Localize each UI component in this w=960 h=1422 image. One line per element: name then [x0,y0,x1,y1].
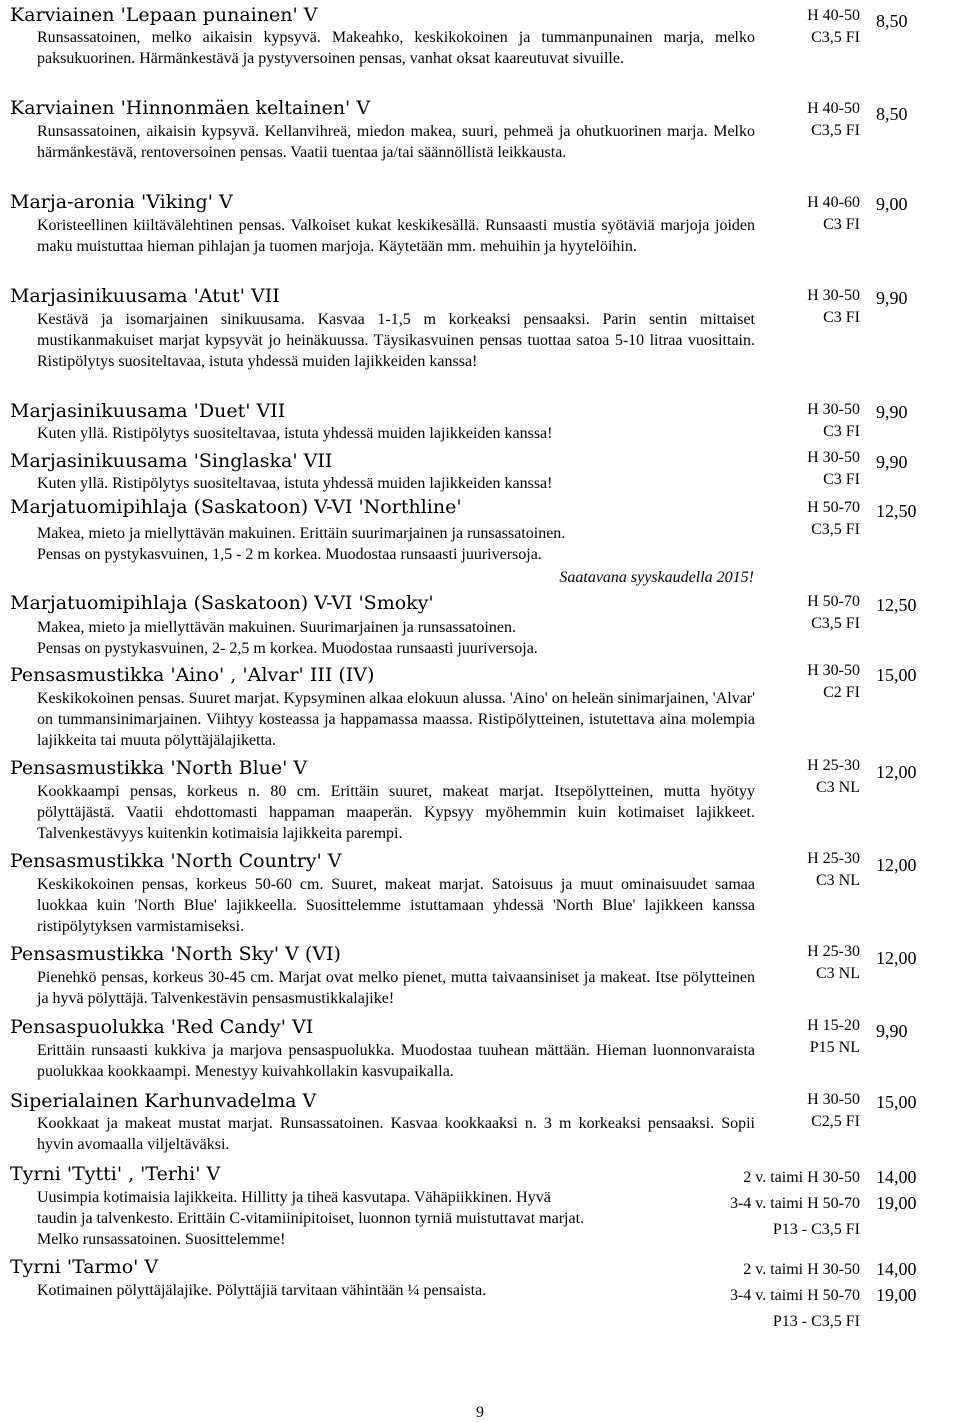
price-list [876,1256,917,1308]
description-line: Kestävä ja isomarjainen sinikuusama. Kasvaa 1-1,5 m korkeaksi pensaaksi. Parin sentin mittaiset mustikanmakuiset marjat kypsyvät jo heinäkuussa. Täysikasvuinen pensas tuottaa satoa 5-10 litraa vuosittain. Ristipölytys suositeltavaa, istuta yhdessä muiden lajikkeiden kanssa! [37,311,755,370]
product-description [37,121,755,163]
price: 12,00 [876,855,917,875]
size-info [730,1257,860,1335]
product-description [37,473,755,494]
product-description [37,215,755,257]
size-line: 2 v. taimi H 30-50 [743,1261,860,1278]
size-line: H 30-50 [807,662,860,679]
price: 12,50 [876,595,917,615]
size-line: 3-4 v. taimi H 50-70 [729,1287,860,1304]
description-line: Kotimainen pölyttäjälajike. Pölyttäjiä tarvitaan vähintään ¼ pensaista. [37,1282,487,1299]
size-line: H 40-50 [807,100,860,117]
product-description [37,523,755,565]
product-title: Marjatuomipihlaja (Saskatoon) V-VI 'Smoky' [10,592,434,614]
product-description [37,874,755,937]
description-line: Keskikokoinen pensas. Suuret marjat. Kypsyminen alkaa elokuun alussa. 'Aino' on heleän sinimarjainen, 'Alvar' on tummansinimarjainen. Viihtyy kosteassa ja happamassa maassa. Ristipölytteinen, istutettava aina molempia lajikkeita tai muuta pölyttäjälajiketta. [37,690,755,749]
size-line: H 30-50 [807,287,860,304]
size-info [807,755,860,799]
page-number: 9 [476,1404,484,1421]
price: 12,00 [876,948,917,968]
description-line: Uusimpia kotimaisia lajikkeita. Hillitty ja tiheä kasvutapa. Vähäpiikkinen. Hyvä [37,1189,551,1206]
size-line: C3,5 FI [811,122,860,139]
description-line: Pensas on pystykasvuinen, 1,5 - 2 m korkea. Muodostaa runsaasti juuriversoja. [37,546,542,563]
size-line: C3,5 FI [811,29,860,46]
price: 15,00 [876,1092,917,1112]
size-info [807,192,860,236]
size-line: H 25-30 [807,943,860,960]
size-info [807,98,860,142]
size-info [807,399,860,443]
size-line: 2 v. taimi H 30-50 [743,1169,860,1186]
product-title: Pensasmustikka 'North Blue' V [10,757,308,779]
price: 9,90 [876,402,908,422]
description-line: Kookkaat ja makeat mustat marjat. Runsassatoinen. Kasvaa kookkaaksi n. 3 m korkeaksi pensaaksi. Sopii hyvin avomaalla viljeltäväksi. [37,1115,755,1153]
size-line: H 50-70 [807,593,860,610]
product-title: Karviainen 'Lepaan punainen' V [10,4,318,26]
size-line: C3 FI [823,309,860,326]
product-title: Marjatuomipihlaja (Saskatoon) V-VI 'Northline' [10,496,462,518]
size-line: 3-4 v. taimi H 50-70 [729,1195,860,1212]
price: 19,00 [876,1193,917,1213]
size-line: C3 FI [823,471,860,488]
product-title: Tyrni 'Tarmo' V [10,1256,159,1278]
product-title: Pensasmustikka 'North Sky' V (VI) [10,943,341,965]
price: 8,50 [876,104,908,124]
description-line: Pensas on pystykasvuinen, 2- 2,5 m korkea. Muodostaa runsaasti juuriversoja. [37,640,538,657]
size-line: C3 NL [816,779,860,796]
size-line: C2 FI [823,684,860,701]
size-line: C3,5 FI [811,521,860,538]
price: 12,00 [876,762,917,782]
size-info [730,1165,860,1243]
size-info [807,591,860,635]
description-line: taudin ja talvenkesto. Erittäin C-vitamiinipitoiset, luonnon tyrniä muistuttavat marjat. [37,1210,585,1227]
size-line: H 15-20 [807,1017,860,1034]
product-title: Siperialainen Karhunvadelma V [10,1090,317,1112]
description-line: Erittäin runsaasti kukkiva ja marjova pensaspuolukka. Muodostaa tuuhean mättään. Hieman luonnonvaraista puolukkaa kookkaampi. Menestyy kuivahkollakin kasvupaikalla. [37,1042,755,1080]
size-line: C2,5 FI [811,1113,860,1130]
product-title: Karviainen 'Hinnonmäen keltainen' V [10,97,371,119]
product-description [37,1280,687,1301]
size-line: C3 NL [816,965,860,982]
price: 9,90 [876,1021,908,1041]
description-line: Makea, mieto ja miellyttävän makuinen. Erittäin suurimarjainen ja runsassatoinen. [37,525,566,542]
price: 9,90 [876,452,908,472]
product-description [37,27,755,69]
size-info [807,5,860,49]
size-line: H 40-60 [807,194,860,211]
size-line: H 30-50 [807,449,860,466]
size-info [807,285,860,329]
product-description [37,423,755,444]
size-line: H 25-30 [807,757,860,774]
description-line: Runsassatoinen, aikaisin kypsyvä. Kellanvihreä, miedon makea, suuri, pehmeä ja ohutkuorinen marja. Melko härmänkestävä, rentoversoinen pensas. Vaatii tuentaa ja/tai säännöllistä leikkausta. [37,123,755,161]
size-line: H 50-70 [807,499,860,516]
description-line: Koristeellinen kiiltävälehtinen pensas. Valkoiset kukat keskikesällä. Runsaasti mustia syötäviä marjoja joiden maku muistuttaa hieman pihlajan ja tuomen marjoja. Käytetään mm. mehuihin ja hyytelöihin. [37,217,755,255]
size-info [807,447,860,491]
size-line: C3 FI [823,423,860,440]
description-line: Keskikokoinen pensas, korkeus 50-60 cm. Suuret, makeat marjat. Satoisuus ja muut ominaisuudet samaa luokkaa kuin 'North Blue' lajikkeella. Suosittelemme istuttamaan yhdessä 'North Blue' lajikkeen kanssa ristipölytyksen varmistamiseksi. [37,876,755,935]
price: 19,00 [876,1285,917,1305]
product-description [37,309,755,372]
product-description [37,617,755,659]
product-title: Marjasinikuusama 'Atut' VII [10,285,280,307]
product-title: Marja-aronia 'Viking' V [10,191,233,213]
product-description [37,781,755,844]
description-line: Kuten yllä. Ristipölytys suositeltavaa, istuta yhdessä muiden lajikkeiden kanssa! [37,475,553,492]
size-line: H 25-30 [807,850,860,867]
size-line: H 40-50 [807,7,860,24]
product-description [37,1040,755,1082]
price: 9,00 [876,194,908,214]
size-info [807,1089,860,1133]
product-title: Pensasmustikka 'North Country' V [10,850,342,872]
size-line: P13 - C3,5 FI [772,1313,860,1330]
description-line: Pienehkö pensas, korkeus 30-45 cm. Marjat ovat melko pienet, mutta taivaansiniset ja makeat. Itse pölytteinen ja hyvä pölyttäjä. Talvenkestävin pensasmustikkalajike! [37,969,755,1007]
description-line: Runsassatoinen, melko aikaisin kypsyvä. Makeahko, keskikokoinen ja tummanpunainen marja, melko paksukuorinen. Härmänkestävä ja pystyversoinen pensas, vanhat oksat kaareutuvat sivuille. [37,29,755,67]
size-line: H 30-50 [807,1091,860,1108]
description-line: Melko runsassatoinen. Suosittelemme! [37,1231,286,1248]
product-description [37,1113,755,1155]
size-line: C3,5 FI [811,615,860,632]
price: 12,50 [876,501,917,521]
price: 14,00 [876,1167,917,1187]
size-line: H 30-50 [807,401,860,418]
description-line: Makea, mieto ja miellyttävän makuinen. Suurimarjainen ja runsassatoinen. [37,619,516,636]
price: 8,50 [876,11,908,31]
size-line: P13 - C3,5 FI [772,1221,860,1238]
availability-note: Saatavana syyskaudella 2015! [559,569,754,586]
size-info [807,1015,860,1059]
size-info [807,848,860,892]
size-line: P15 NL [809,1039,860,1056]
size-line: C3 FI [823,216,860,233]
product-title: Marjasinikuusama 'Duet' VII [10,400,286,422]
price: 14,00 [876,1259,917,1279]
price-list [876,1164,917,1216]
product-description [37,688,755,751]
description-line: Kuten yllä. Ristipölytys suositeltavaa, istuta yhdessä muiden lajikkeiden kanssa! [37,425,553,442]
size-info [807,941,860,985]
size-line: C3 NL [816,872,860,889]
product-title: Marjasinikuusama 'Singlaska' VII [10,450,333,472]
product-title: Pensasmustikka 'Aino' , 'Alvar' III (IV) [10,664,375,686]
description-line: Kookkaampi pensas, korkeus n. 80 cm. Erittäin suuret, makeat marjat. Itsepölytteinen, mutta hyötyy pölyttäjästä. Vaatii ehdottomasti happaman maaperän. Kypsyy myöhemmin kuin kotimaiset lajikkeet. Talvenkestävyys kuitenkin kotimaisia lajikkeita parempi. [37,783,755,842]
product-description [37,1187,687,1250]
size-info [807,497,860,541]
price: 9,90 [876,288,908,308]
product-title: Pensaspuolukka 'Red Candy' VI [10,1016,314,1038]
size-info [807,660,860,704]
price: 15,00 [876,665,917,685]
product-title: Tyrni 'Tytti' , 'Terhi' V [10,1163,221,1185]
product-description [37,967,755,1009]
